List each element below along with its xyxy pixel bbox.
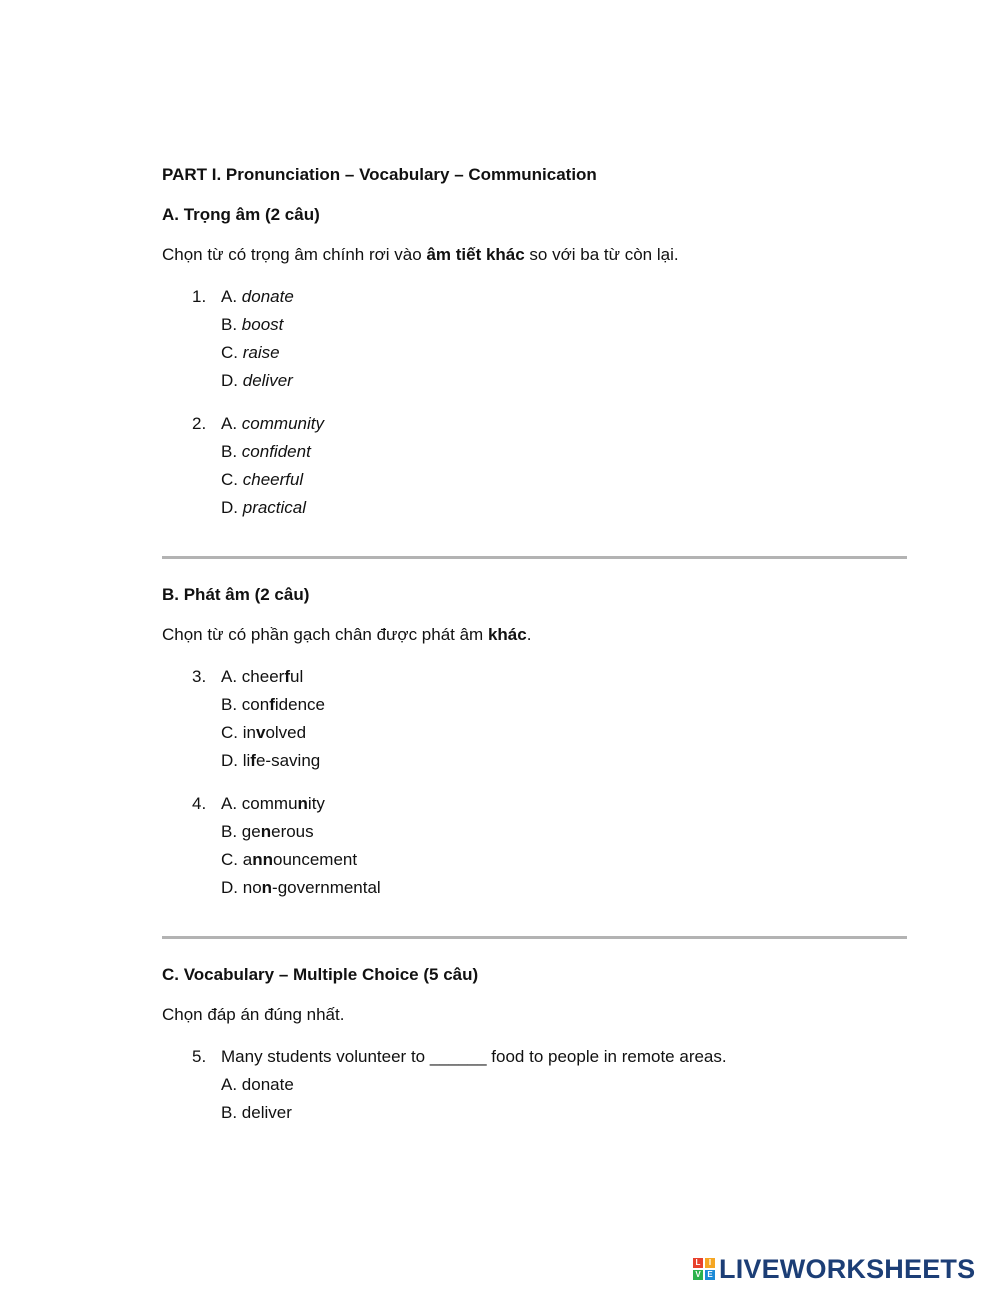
part-title: PART I. Pronunciation – Vocabulary – Communication	[162, 165, 597, 184]
marked-sound: n	[297, 794, 308, 813]
option-b[interactable]	[221, 818, 907, 846]
option-word: donate	[241, 287, 294, 306]
option-letter: C.	[221, 343, 238, 362]
question-number: 5.	[192, 1047, 207, 1066]
option-b[interactable]	[221, 438, 907, 466]
option-c[interactable]	[221, 846, 907, 874]
logo-mark-icon	[693, 1258, 715, 1280]
option-d[interactable]	[221, 367, 907, 395]
option-d[interactable]	[221, 874, 907, 902]
option-word: deliver	[242, 371, 293, 390]
option-word: deliver	[241, 1103, 292, 1122]
marked-sound: f	[250, 751, 256, 770]
word-part: ity	[307, 794, 325, 813]
word-part: -governmental	[272, 878, 381, 897]
section-b-instruction	[162, 622, 907, 648]
logo-letter: I	[705, 1258, 715, 1268]
option-b[interactable]	[221, 1099, 907, 1127]
word-part: idence	[274, 695, 325, 714]
option-a[interactable]	[221, 1071, 907, 1099]
option-letter: C.	[221, 723, 238, 742]
option-letter: C.	[221, 850, 238, 869]
instruction-text: Chọn từ có phần gạch chân được phát âm	[162, 625, 488, 644]
logo-letter: L	[693, 1258, 703, 1268]
option-letter: B.	[221, 1103, 238, 1122]
option-b[interactable]	[221, 691, 907, 719]
question-4	[162, 790, 907, 902]
option-letter: D.	[221, 498, 238, 517]
word-part: commu	[241, 794, 298, 813]
option-c[interactable]	[221, 339, 907, 367]
word-part: cheer	[241, 667, 285, 686]
option-letter: B.	[221, 695, 238, 714]
instruction-text: .	[526, 625, 532, 644]
logo-letter: E	[705, 1270, 715, 1280]
option-letter: D.	[221, 878, 238, 897]
marked-sound: f	[284, 667, 290, 686]
marked-sound: n	[260, 822, 272, 841]
section-a-title: A. Trọng âm (2 câu)	[162, 205, 320, 224]
marked-sound: f	[269, 695, 275, 714]
question-stem: Many students volunteer to ______ food to people in remote areas.	[221, 1047, 727, 1066]
option-letter: A.	[221, 287, 238, 306]
word-part: no	[242, 878, 262, 897]
option-word: practical	[242, 498, 307, 517]
instruction-text: so với ba từ còn lại.	[524, 245, 679, 264]
word-part: ge	[241, 822, 261, 841]
option-letter: A.	[221, 1075, 238, 1094]
section-divider	[162, 556, 907, 559]
worksheet-content	[162, 162, 907, 1127]
option-letter: D.	[221, 371, 238, 390]
option-letter: A.	[221, 794, 238, 813]
section-a-instruction	[162, 242, 907, 268]
word-part: e-saving	[255, 751, 321, 770]
word-part: ouncement	[272, 850, 358, 869]
question-1	[162, 283, 907, 395]
option-d[interactable]	[221, 747, 907, 775]
question-number: 4.	[192, 794, 207, 813]
option-letter: C.	[221, 470, 238, 489]
option-word: boost	[241, 315, 284, 334]
option-a[interactable]	[221, 283, 907, 311]
option-b[interactable]	[221, 311, 907, 339]
section-b-title: B. Phát âm (2 câu)	[162, 585, 310, 604]
word-part: con	[241, 695, 270, 714]
option-c[interactable]	[221, 466, 907, 494]
word-part: ul	[290, 667, 304, 686]
liveworksheets-logo	[693, 1256, 975, 1282]
marked-sound: v	[255, 723, 266, 742]
word-part: olved	[265, 723, 307, 742]
option-letter: B.	[221, 442, 238, 461]
logo-text: LIVEWORKSHEETS	[719, 1254, 976, 1284]
option-letter: A.	[221, 414, 238, 433]
question-number: 3.	[192, 667, 207, 686]
question-3	[162, 663, 907, 775]
section-c-title: C. Vocabulary – Multiple Choice (5 câu)	[162, 965, 479, 984]
instruction-emphasis: khác	[487, 625, 527, 644]
marked-sound: nn	[252, 850, 273, 869]
option-letter: B.	[221, 822, 238, 841]
option-word: donate	[241, 1075, 294, 1094]
question-2	[162, 410, 907, 522]
option-letter: B.	[221, 315, 238, 334]
option-letter: D.	[221, 751, 238, 770]
option-word: confident	[241, 442, 311, 461]
instruction-text: Chọn từ có trọng âm chính rơi vào	[162, 245, 427, 264]
option-a[interactable]	[221, 663, 907, 691]
option-c[interactable]	[221, 719, 907, 747]
option-word: cheerful	[242, 470, 304, 489]
section-c-instruction: Chọn đáp án đúng nhất.	[162, 1005, 345, 1024]
instruction-emphasis: âm tiết khác	[426, 245, 525, 264]
question-number: 2.	[192, 414, 207, 433]
marked-sound: n	[261, 878, 273, 897]
option-letter: A.	[221, 667, 238, 686]
section-divider	[162, 936, 907, 939]
option-a[interactable]	[221, 790, 907, 818]
question-number: 1.	[192, 287, 207, 306]
option-a[interactable]	[221, 410, 907, 438]
option-word: raise	[242, 343, 280, 362]
option-d[interactable]	[221, 494, 907, 522]
logo-letter: V	[693, 1270, 703, 1280]
word-part: erous	[271, 822, 314, 841]
question-5	[162, 1043, 907, 1127]
option-word: community	[241, 414, 324, 433]
word-part: a	[242, 850, 253, 869]
word-part: li	[242, 751, 251, 770]
word-part: in	[242, 723, 256, 742]
